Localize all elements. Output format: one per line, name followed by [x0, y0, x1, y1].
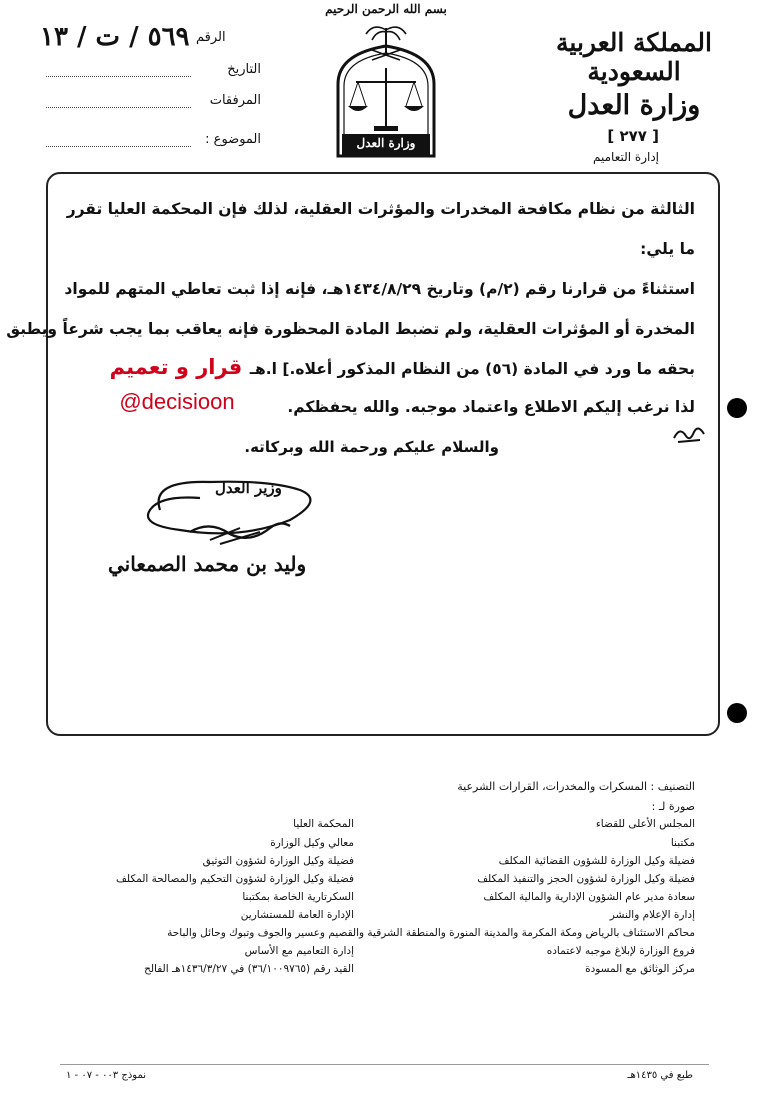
dist-right-8: مركز الوثائق مع المسودة: [585, 963, 695, 975]
dist-left-1: المحكمة العليا: [293, 818, 354, 830]
dist-right-6: إدارة الإعلام والنشر: [609, 909, 695, 921]
dist-full-row: محاكم الاستئناف بالرياض ومكة المكرمة والمدينة المنورة والمنطقة الشرقية والقصيم وعسير والجوف وتبوك وحائل والباحة: [167, 927, 695, 939]
dist-left-5: السكرتارية الخاصة بمكتبنا: [242, 891, 354, 903]
form-code: نموذج ٠٠٣ - ٠٧ - ١: [66, 1070, 147, 1081]
dist-right-7: فروع الوزارة لإبلاغ موجبه لاعتماده: [546, 945, 695, 957]
number-label: الرقم: [196, 30, 226, 45]
date-field: [46, 60, 261, 84]
punch-hole-top: [727, 398, 747, 418]
closing-salutation: والسلام عليكم ورحمة الله وبركاته.: [244, 438, 499, 456]
circular-number: [ ٢٧٧ ]: [607, 127, 659, 145]
emblem-motto: بسم الله الرحمن الرحيم: [325, 2, 447, 16]
scales-icon: [348, 68, 424, 131]
body-line-4: المخدرة أو المؤثرات العقلية، ولم تضبط المادة المحظورة فإنه يعاقب بما يجب شرعاً ويطبق: [6, 320, 695, 338]
copy-to-label: صورة لـ :: [651, 800, 695, 813]
subject-label: الموضوع :: [205, 132, 261, 147]
attachments-field: [46, 91, 261, 115]
dist-left-2: معالي وكيل الوزارة: [270, 837, 354, 849]
handwritten-initials-icon: [670, 420, 710, 448]
classification: التصنيف : المسكرات والمخدرات، القرارات الشرعية: [457, 780, 695, 793]
ministry-name: وزارة العدل: [567, 90, 701, 121]
dist-right-2: مكتبنا: [670, 837, 695, 849]
print-year: طبع في ١٤٣٥هـ: [627, 1070, 693, 1081]
dist-right-4: فضيلة وكيل الوزارة لشؤون الحجز والتنفيذ المكلف: [477, 873, 695, 885]
dist-left-7: إدارة التعاميم مع الأساس: [244, 945, 354, 957]
minister-name: وليد بن محمد الصمعاني: [108, 552, 307, 576]
palm-icon: [366, 27, 406, 60]
date-label: التاريخ: [227, 62, 261, 77]
dist-right-3: فضيلة وكيل الوزارة للشؤون القضائية المكلف: [498, 855, 695, 867]
body-line-1: الثالثة من نظام مكافحة المخدرات والمؤثرات العقلية، لذلك فإن المحكمة العليا تقرر: [66, 200, 695, 218]
department-label: إدارة التعاميم: [593, 150, 659, 164]
kingdom-name: المملكة العربية السعودية: [556, 28, 712, 86]
reference-number-handwritten: ٥٦٩ / ت / ١٣: [40, 22, 190, 52]
punch-hole-bottom: [727, 703, 747, 723]
dist-right-5: سعادة مدير عام الشؤون الإدارية والمالية المكلف: [483, 891, 695, 903]
ministry-letterhead: [529, 28, 739, 121]
date-line: [46, 76, 191, 77]
footer-rule: [60, 1064, 709, 1065]
subject-field: [46, 130, 261, 154]
attachments-label: المرفقات: [209, 93, 261, 108]
body-line-6: لذا نرغب إليكم الاطلاع واعتماد موجبه. والله يحفظكم.: [287, 398, 695, 416]
body-line-3: استثناءً من قرارنا رقم (٢/م) وتاريخ ١٤٣٤/٨/٢٩هـ، فإنه إذا ثبت تعاطي المتهم للمواد: [64, 280, 695, 298]
dist-right-1: المجلس الأعلى للقضاء: [595, 818, 695, 830]
overlay-title: قرار و تعميم: [109, 355, 243, 379]
dist-left-8: القيد رقم (٣٦/١٠٠٩٧٦٥) في ١٤٣٦/٣/٢٧هـ الفالح: [144, 963, 354, 975]
emblem-band-text: وزارة العدل: [356, 136, 416, 150]
attachments-line: [46, 107, 191, 108]
body-line-2: ما يلي:: [640, 240, 695, 258]
dist-left-4: فضيلة وكيل الوزارة لشؤون التحكيم والمصالحة المكلف: [115, 873, 354, 885]
minister-title: وزير العدل: [215, 479, 282, 497]
dist-left-6: الإدارة العامة للمستشارين: [240, 909, 354, 921]
body-line-5: بحقه ما ورد في المادة (٥٦) من النظام المذكور أعلاه.] ا.هـ: [249, 360, 695, 378]
dist-left-3: فضيلة وكيل الوزارة لشؤون التوثيق: [202, 855, 354, 867]
overlay-handle: @decisioon: [119, 389, 235, 414]
subject-line: [46, 146, 191, 147]
